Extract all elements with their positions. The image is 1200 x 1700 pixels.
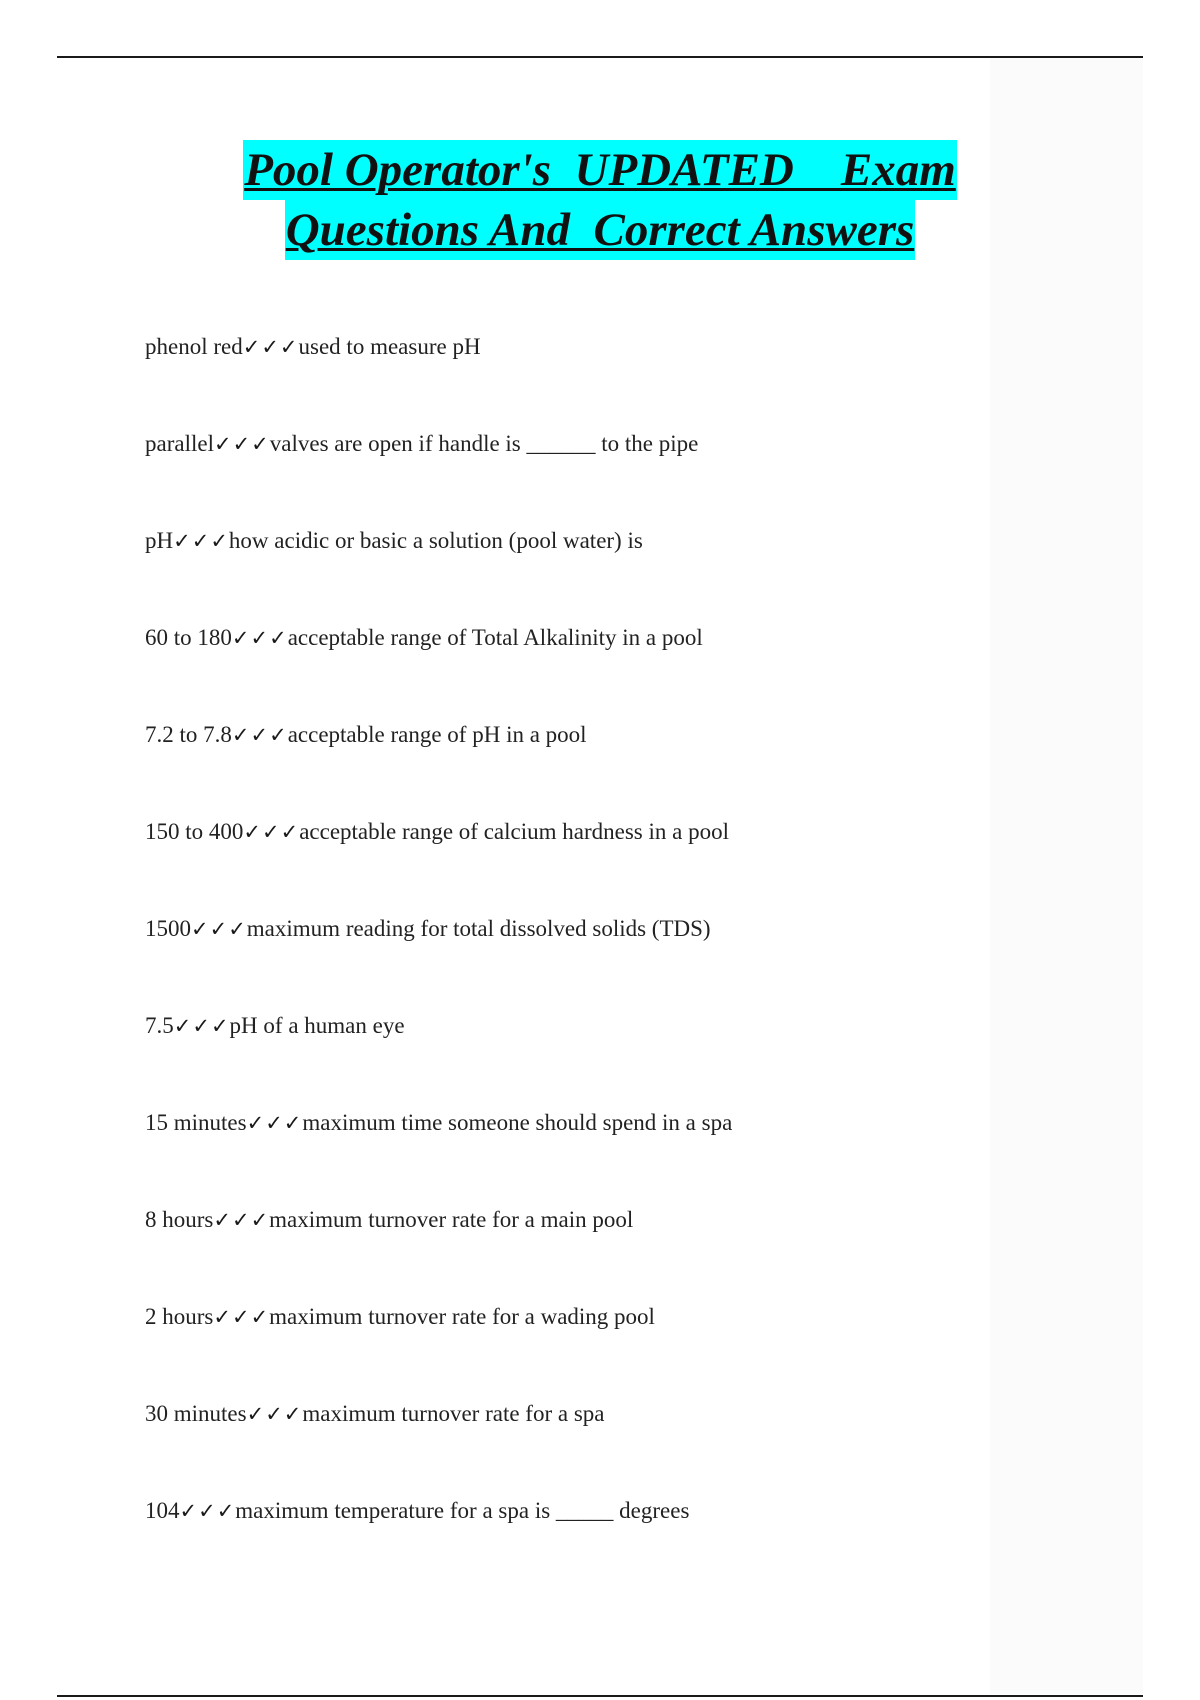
checkmarks-icon: ✓✓✓ [173,529,229,553]
qa-item [145,1007,732,1104]
qa-definition: maximum temperature for a spa is _____ degrees [235,1498,690,1523]
qa-item [145,1104,732,1201]
qa-term: 7.2 to 7.8 [145,722,232,747]
qa-term: 30 minutes [145,1401,247,1426]
bottom-rule [57,1695,1143,1697]
checkmarks-icon: ✓✓✓ [213,1305,270,1329]
checkmarks-icon: ✓✓✓ [173,1014,230,1038]
qa-term: 150 to 400 [145,819,244,844]
checkmarks-icon: ✓✓✓ [246,1402,303,1426]
checkmarks-icon: ✓✓✓ [179,1499,236,1523]
qa-definition: pH of a human eye [229,1013,405,1038]
qa-item [145,716,732,813]
qa-definition: valves are open if handle is ______ to the pipe [269,431,699,456]
qa-item [145,910,732,1007]
qa-item [145,522,732,619]
qa-definition: maximum turnover rate for a wading pool [269,1304,655,1329]
qa-term: 15 minutes [145,1110,247,1135]
qa-list [145,328,732,1589]
qa-item [145,1492,732,1589]
document-title [0,140,1200,260]
qa-term: phenol red [145,334,243,359]
checkmarks-icon: ✓✓✓ [231,626,288,650]
qa-item [145,1395,732,1492]
qa-item [145,425,732,522]
qa-term: parallel [145,431,214,456]
title-line-2: Questions And Correct Answers [285,200,916,260]
checkmarks-icon: ✓✓✓ [242,335,299,359]
qa-term: 2 hours [145,1304,214,1329]
qa-definition: maximum reading for total dissolved solids (TDS) [246,916,711,941]
checkmarks-icon: ✓✓✓ [231,723,288,747]
checkmarks-icon: ✓✓✓ [191,917,247,941]
top-rule [57,56,1143,58]
qa-definition: maximum time someone should spend in a spa [302,1110,733,1135]
qa-definition: acceptable range of Total Alkalinity in a pool [287,625,703,650]
qa-term: 8 hours [145,1207,214,1232]
checkmarks-icon: ✓✓✓ [213,1208,270,1232]
page-margin-shade [990,58,1143,1694]
qa-item [145,619,732,716]
qa-item [145,1201,732,1298]
qa-definition: acceptable range of calcium hardness in a pool [299,819,729,844]
qa-definition: maximum turnover rate for a spa [302,1401,605,1426]
qa-item [145,328,732,425]
qa-term: 104 [145,1498,180,1523]
checkmarks-icon: ✓✓✓ [246,1111,303,1135]
qa-term: pH [145,528,174,553]
checkmarks-icon: ✓✓✓ [213,432,270,456]
qa-term: 1500 [145,916,191,941]
qa-definition: how acidic or basic a solution (pool water) is [228,528,643,553]
qa-definition: maximum turnover rate for a main pool [269,1207,634,1232]
qa-definition: acceptable range of pH in a pool [287,722,587,747]
qa-item [145,813,732,910]
qa-term: 60 to 180 [145,625,232,650]
title-line-1: Pool Operator's UPDATED Exam [243,140,957,200]
qa-item [145,1298,732,1395]
qa-definition: used to measure pH [298,334,481,359]
qa-term: 7.5 [145,1013,174,1038]
checkmarks-icon: ✓✓✓ [243,820,300,844]
